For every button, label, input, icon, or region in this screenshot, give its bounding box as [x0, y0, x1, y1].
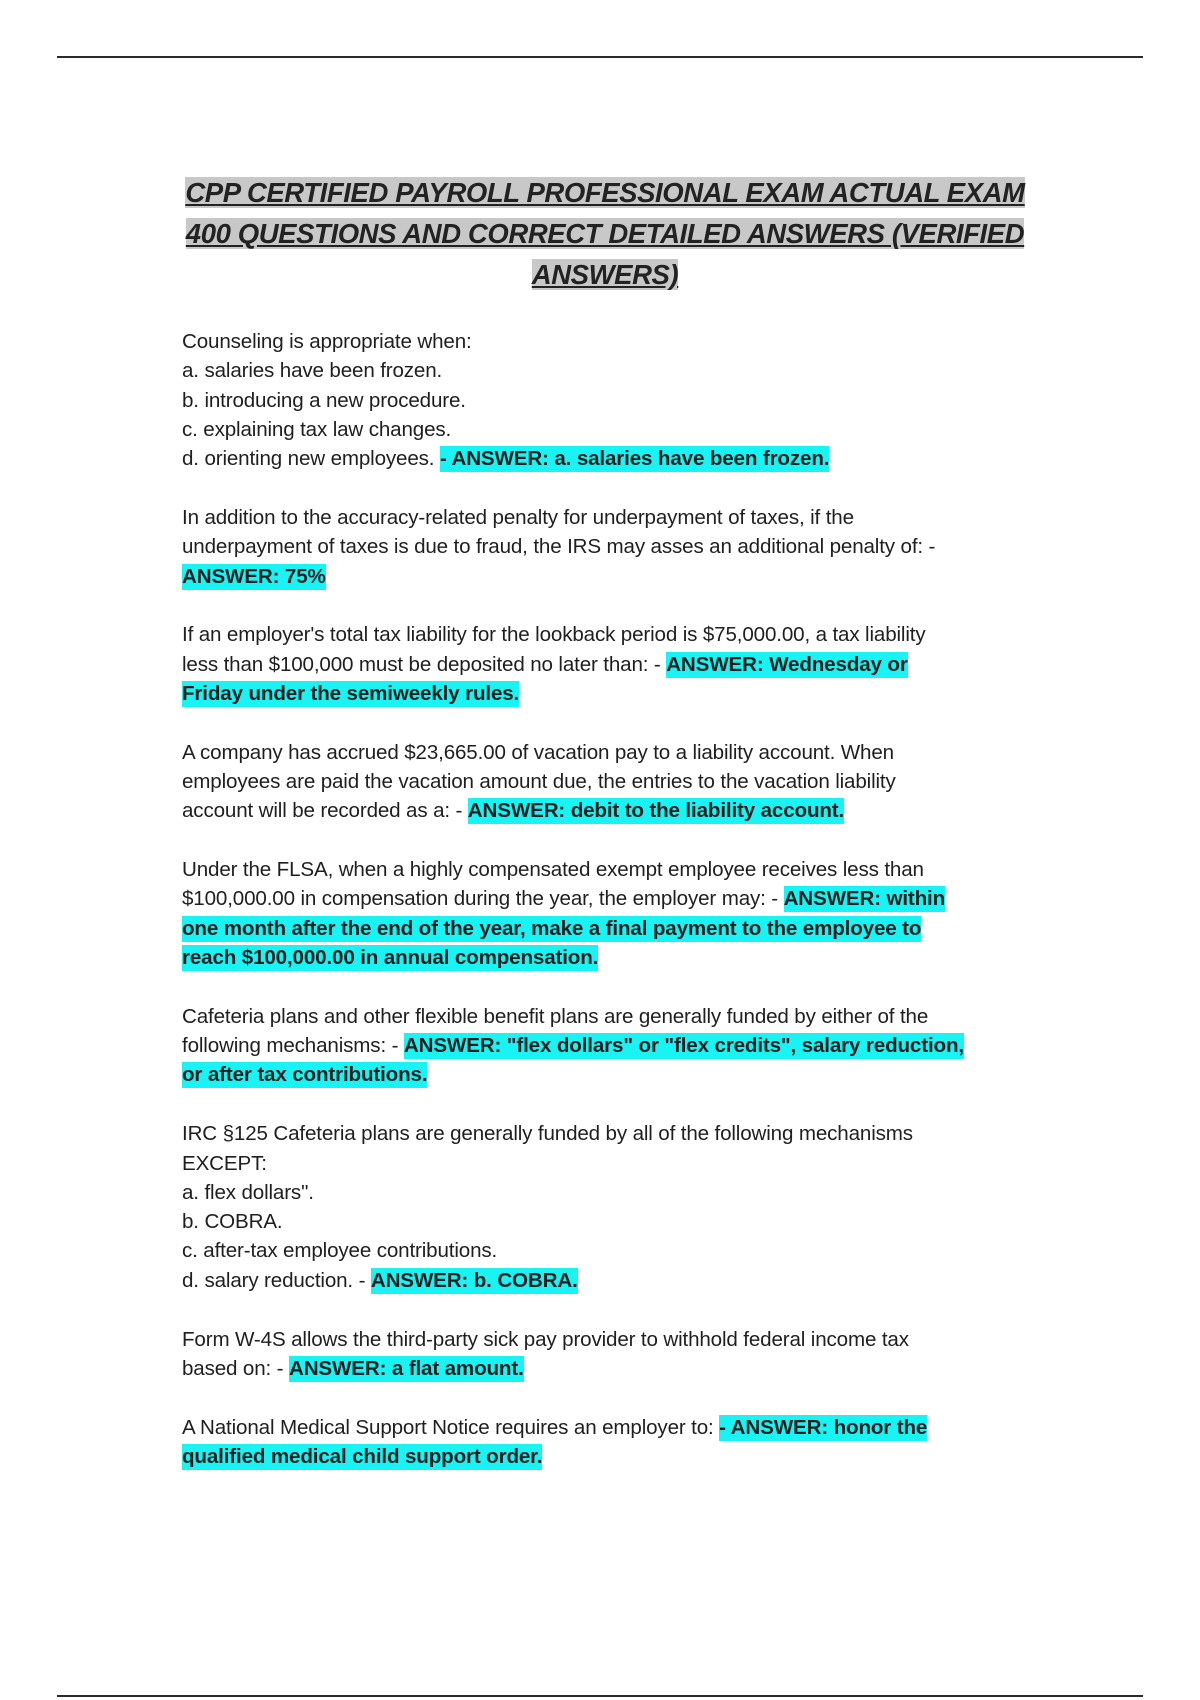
- title-line-3: ANSWERS): [531, 259, 679, 290]
- answer-highlight: reach $100,000.00 in annual compensation.: [182, 946, 599, 970]
- question-answer-line: [182, 1413, 1028, 1442]
- answer-highlight: or after tax contributions.: [182, 1063, 428, 1087]
- footer-rule: [57, 1695, 1143, 1697]
- qa-item-8: [182, 1325, 1028, 1384]
- answer-highlight: Friday under the semiweekly rules.: [182, 681, 520, 705]
- qa-item-6: [182, 1002, 1028, 1090]
- answer-highlight: ANSWER: within: [783, 887, 946, 911]
- qa-item-9: [182, 1413, 1028, 1472]
- answer-highlight: - ANSWER: honor the: [719, 1415, 928, 1439]
- option-a: a. salaries have been frozen.: [182, 359, 443, 383]
- option-c: c. explaining tax law changes.: [182, 417, 452, 441]
- qa-item-5: [182, 855, 1028, 972]
- answer-line: [182, 914, 1028, 943]
- answer-line: [182, 943, 1028, 972]
- question-line: Under the FLSA, when a highly compensated exempt employee receives less than: [182, 858, 924, 882]
- option-b: b. COBRA.: [182, 1210, 283, 1234]
- qa-item-2: [182, 503, 1028, 591]
- option-b: b. introducing a new procedure.: [182, 388, 466, 412]
- question-line: A National Medical Support Notice requires an employer to:: [182, 1415, 720, 1439]
- answer-line: [182, 562, 1028, 591]
- qa-item-1: [182, 327, 1028, 473]
- question-answer-line: [182, 884, 1028, 913]
- qa-item-7: [182, 1119, 1028, 1295]
- question-line: less than $100,000 must be deposited no later than: -: [182, 652, 667, 676]
- answer-highlight: ANSWER: b. COBRA.: [370, 1268, 578, 1292]
- qa-item-4: [182, 738, 1028, 826]
- answer-highlight: ANSWER: 75%: [182, 564, 326, 588]
- answer-highlight: - ANSWER: a. salaries have been frozen.: [439, 447, 830, 471]
- question-line: Cafeteria plans and other flexible benefit plans are generally funded by either of the: [182, 1004, 929, 1028]
- question-answer-line: [182, 1354, 1028, 1383]
- question-line: Form W-4S allows the third-party sick pay provider to withhold federal income tax: [182, 1327, 909, 1351]
- question-line: based on: -: [182, 1356, 289, 1380]
- question-line: account will be recorded as a: -: [182, 799, 468, 823]
- answer-highlight: one month after the end of the year, make a final payment to the employee to: [182, 916, 922, 940]
- answer-highlight: qualified medical child support order.: [182, 1444, 543, 1468]
- title-line-2: 400 QUESTIONS AND CORRECT DETAILED ANSWERS (VERIFIED: [185, 218, 1025, 249]
- question-line: following mechanisms: -: [182, 1034, 404, 1058]
- option-d: d. orienting new employees.: [182, 447, 440, 471]
- question-line: Counseling is appropriate when:: [182, 330, 472, 353]
- option-d-line: [182, 444, 1028, 473]
- answer-line: [182, 1060, 1028, 1089]
- question-answer-line: [182, 796, 1028, 825]
- question-line: $100,000.00 in compensation during the year, the employer may: -: [182, 887, 784, 911]
- option-d: d. salary reduction. -: [182, 1268, 371, 1292]
- option-c: c. after-tax employee contributions.: [182, 1239, 498, 1263]
- answer-line: [182, 1442, 1028, 1471]
- document-title: [182, 172, 1028, 295]
- question-answer-line: [182, 1031, 1028, 1060]
- question-line: If an employer's total tax liability for the lookback period is $75,000.00, a tax liability: [182, 623, 926, 647]
- answer-highlight: ANSWER: debit to the liability account.: [467, 799, 845, 823]
- answer-highlight: ANSWER: Wednesday or: [666, 652, 908, 676]
- question-line: employees are paid the vacation amount due, the entries to the vacation liability: [182, 770, 896, 794]
- question-answer-line: [182, 650, 1028, 679]
- question-line: A company has accrued $23,665.00 of vacation pay to a liability account. When: [182, 740, 894, 764]
- question-line: IRC §125 Cafeteria plans are generally funded by all of the following mechanisms: [182, 1122, 913, 1146]
- qa-item-3: [182, 620, 1028, 708]
- option-a: a. flex dollars".: [182, 1180, 314, 1204]
- title-line-1: CPP CERTIFIED PAYROLL PROFESSIONAL EXAM ACTUAL EXAM: [185, 177, 1025, 208]
- question-line: EXCEPT:: [182, 1151, 267, 1175]
- option-d-line: [182, 1266, 1028, 1295]
- header-rule: [57, 56, 1143, 58]
- document-page: [182, 172, 1028, 1501]
- question-line: underpayment of taxes is due to fraud, the IRS may asses an additional penalty of: -: [182, 535, 936, 559]
- answer-highlight: ANSWER: "flex dollars" or "flex credits", salary reduction,: [403, 1034, 964, 1058]
- answer-highlight: ANSWER: a flat amount.: [288, 1356, 524, 1380]
- question-line: In addition to the accuracy-related penalty for underpayment of taxes, if the: [182, 505, 854, 529]
- answer-line: [182, 679, 1028, 708]
